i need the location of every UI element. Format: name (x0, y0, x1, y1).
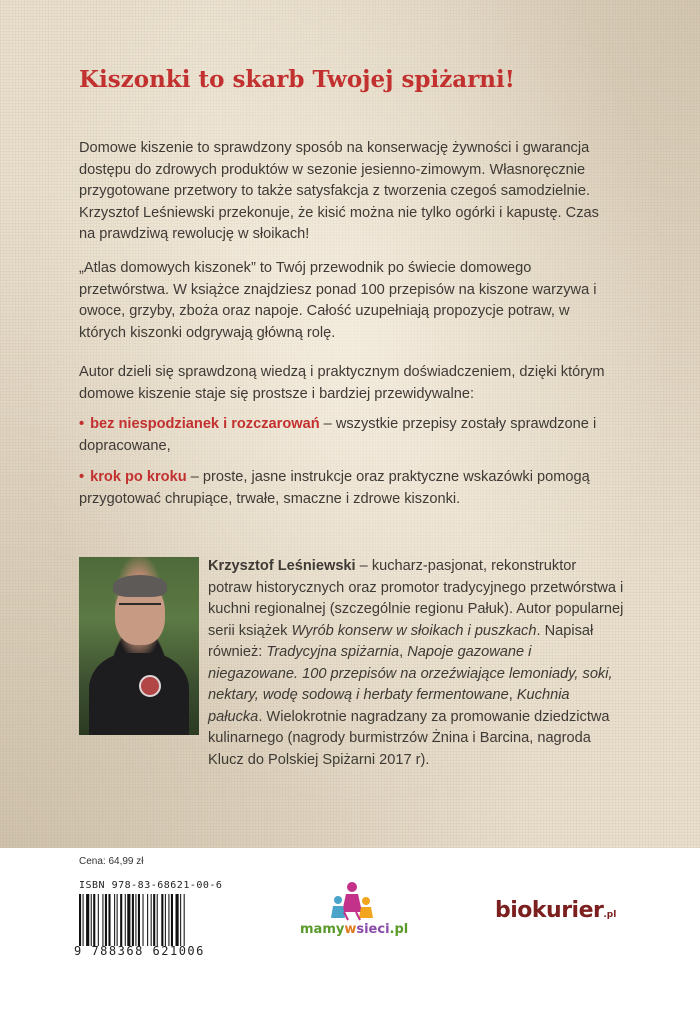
price-label: Cena: 64,99 zł (79, 856, 144, 867)
book-title-1: Tradycyjna spiżarnia (266, 644, 400, 660)
biokurier-logo (495, 898, 616, 923)
feature-highlight: bez niespodzianek i rozczarowań (90, 416, 320, 432)
headline: Kiszonki to skarb Twojej spiżarni! (79, 66, 515, 93)
shirt-badge (139, 675, 161, 697)
atlas-paragraph (79, 258, 619, 358)
barcode-digits: 9 788368 621006 (74, 944, 205, 958)
feature-item (79, 414, 619, 457)
author-shirt (89, 653, 189, 735)
separator: , (508, 687, 517, 703)
author-photo (79, 557, 199, 735)
separator: , (399, 644, 408, 660)
author-hair (113, 575, 167, 597)
isbn-label: ISBN 978-83-68621-00-6 (79, 880, 223, 891)
author-name: Krzysztof Leśniewski (208, 558, 356, 574)
author-bio (208, 556, 624, 771)
barcode (79, 894, 222, 946)
author-glasses (119, 603, 161, 613)
paragraph-3: Autor dzieli się sprawdzoną wiedzą i praktycznym doświadczeniem, dzięki którym domowe kiszenie staje się prostsze i bardziej przewidywalne: (79, 364, 605, 402)
bio-text-2: . Napisał również: (208, 622, 594, 660)
feature-text: – proste, jasne instrukcje oraz praktyczne wskazówki pomogą przygotować chrupiące, trwałe, smaczne i zdrowe kiszonki. (79, 469, 590, 507)
bio-text-1: – kucharz-pasjonat, rekonstruktor potraw historycznych oraz promotor tradycyjnego przetwórstwa i kuchni regionalnej (szczególnie regionu Pałuk). Autor popularnej serii książek (208, 558, 624, 639)
bullet-marker: • (79, 416, 85, 432)
feature-highlight: krok po kroku (90, 469, 187, 485)
wordmark-part: .pl (389, 922, 409, 937)
biokurier-wordmark: biokurier (495, 898, 604, 923)
biokurier-suffix: .pl (603, 910, 617, 920)
bullet-marker: • (79, 469, 85, 485)
feature-text: – wszystkie przepisy zostały sprawdzone i dopracowane, (79, 416, 597, 454)
book-series: Wyrób konserw w słoikach i puszkach (291, 622, 537, 639)
book-title-3: Kuchnia pałucka (208, 687, 570, 725)
author-paragraph (79, 362, 619, 419)
wordmark-part: mamy (300, 922, 345, 937)
intro-paragraph (79, 138, 619, 260)
wordmark-part: w (344, 922, 357, 937)
feature-item (79, 467, 619, 510)
book-title-2: Napoje gazowane i niegazowane. 100 przepisów na orzeźwiające lemoniady, soki, nektary, wodę sodową i herbaty fermentowane (208, 644, 613, 703)
paragraph-1: Domowe kiszenie to sprawdzony sposób na konserwację żywności i gwarancja dostępu do zdrowych produktów w sezonie jesienno-zimowym. Własnoręcznie przygotowane przetwory to także satysfakcja z tworzenia czegoś samodzielnie. Krzysztof Leśniewski przekonuje, że kisić można nie tylko ogórki i kapustę. Czas na prawdziwą rewolucję w słoikach! (79, 140, 599, 242)
paragraph-2: „Atlas domowych kiszonek” to Twój przewodnik po świecie domowego przetwórstwa. W książce znajdziesz ponad 100 przepisów na kiszone warzywa i owoce, grzyby, zboża oraz napoje. Całość uzupełniają propozycje potraw, w których kiszonki odgrywają główną rolę. (79, 260, 597, 341)
mamywsieci-wordmark (300, 922, 408, 937)
bio-text-3: . Wielokrotnie nagradzany za promowanie dziedzictwa kulinarnego (nagrody burmistrzów Żnina i Barcina, nagroda Klucz do Polskiej Spiżarni 2017 r). (208, 708, 610, 768)
wordmark-part: sieci (356, 922, 390, 937)
feature-list (79, 414, 619, 520)
